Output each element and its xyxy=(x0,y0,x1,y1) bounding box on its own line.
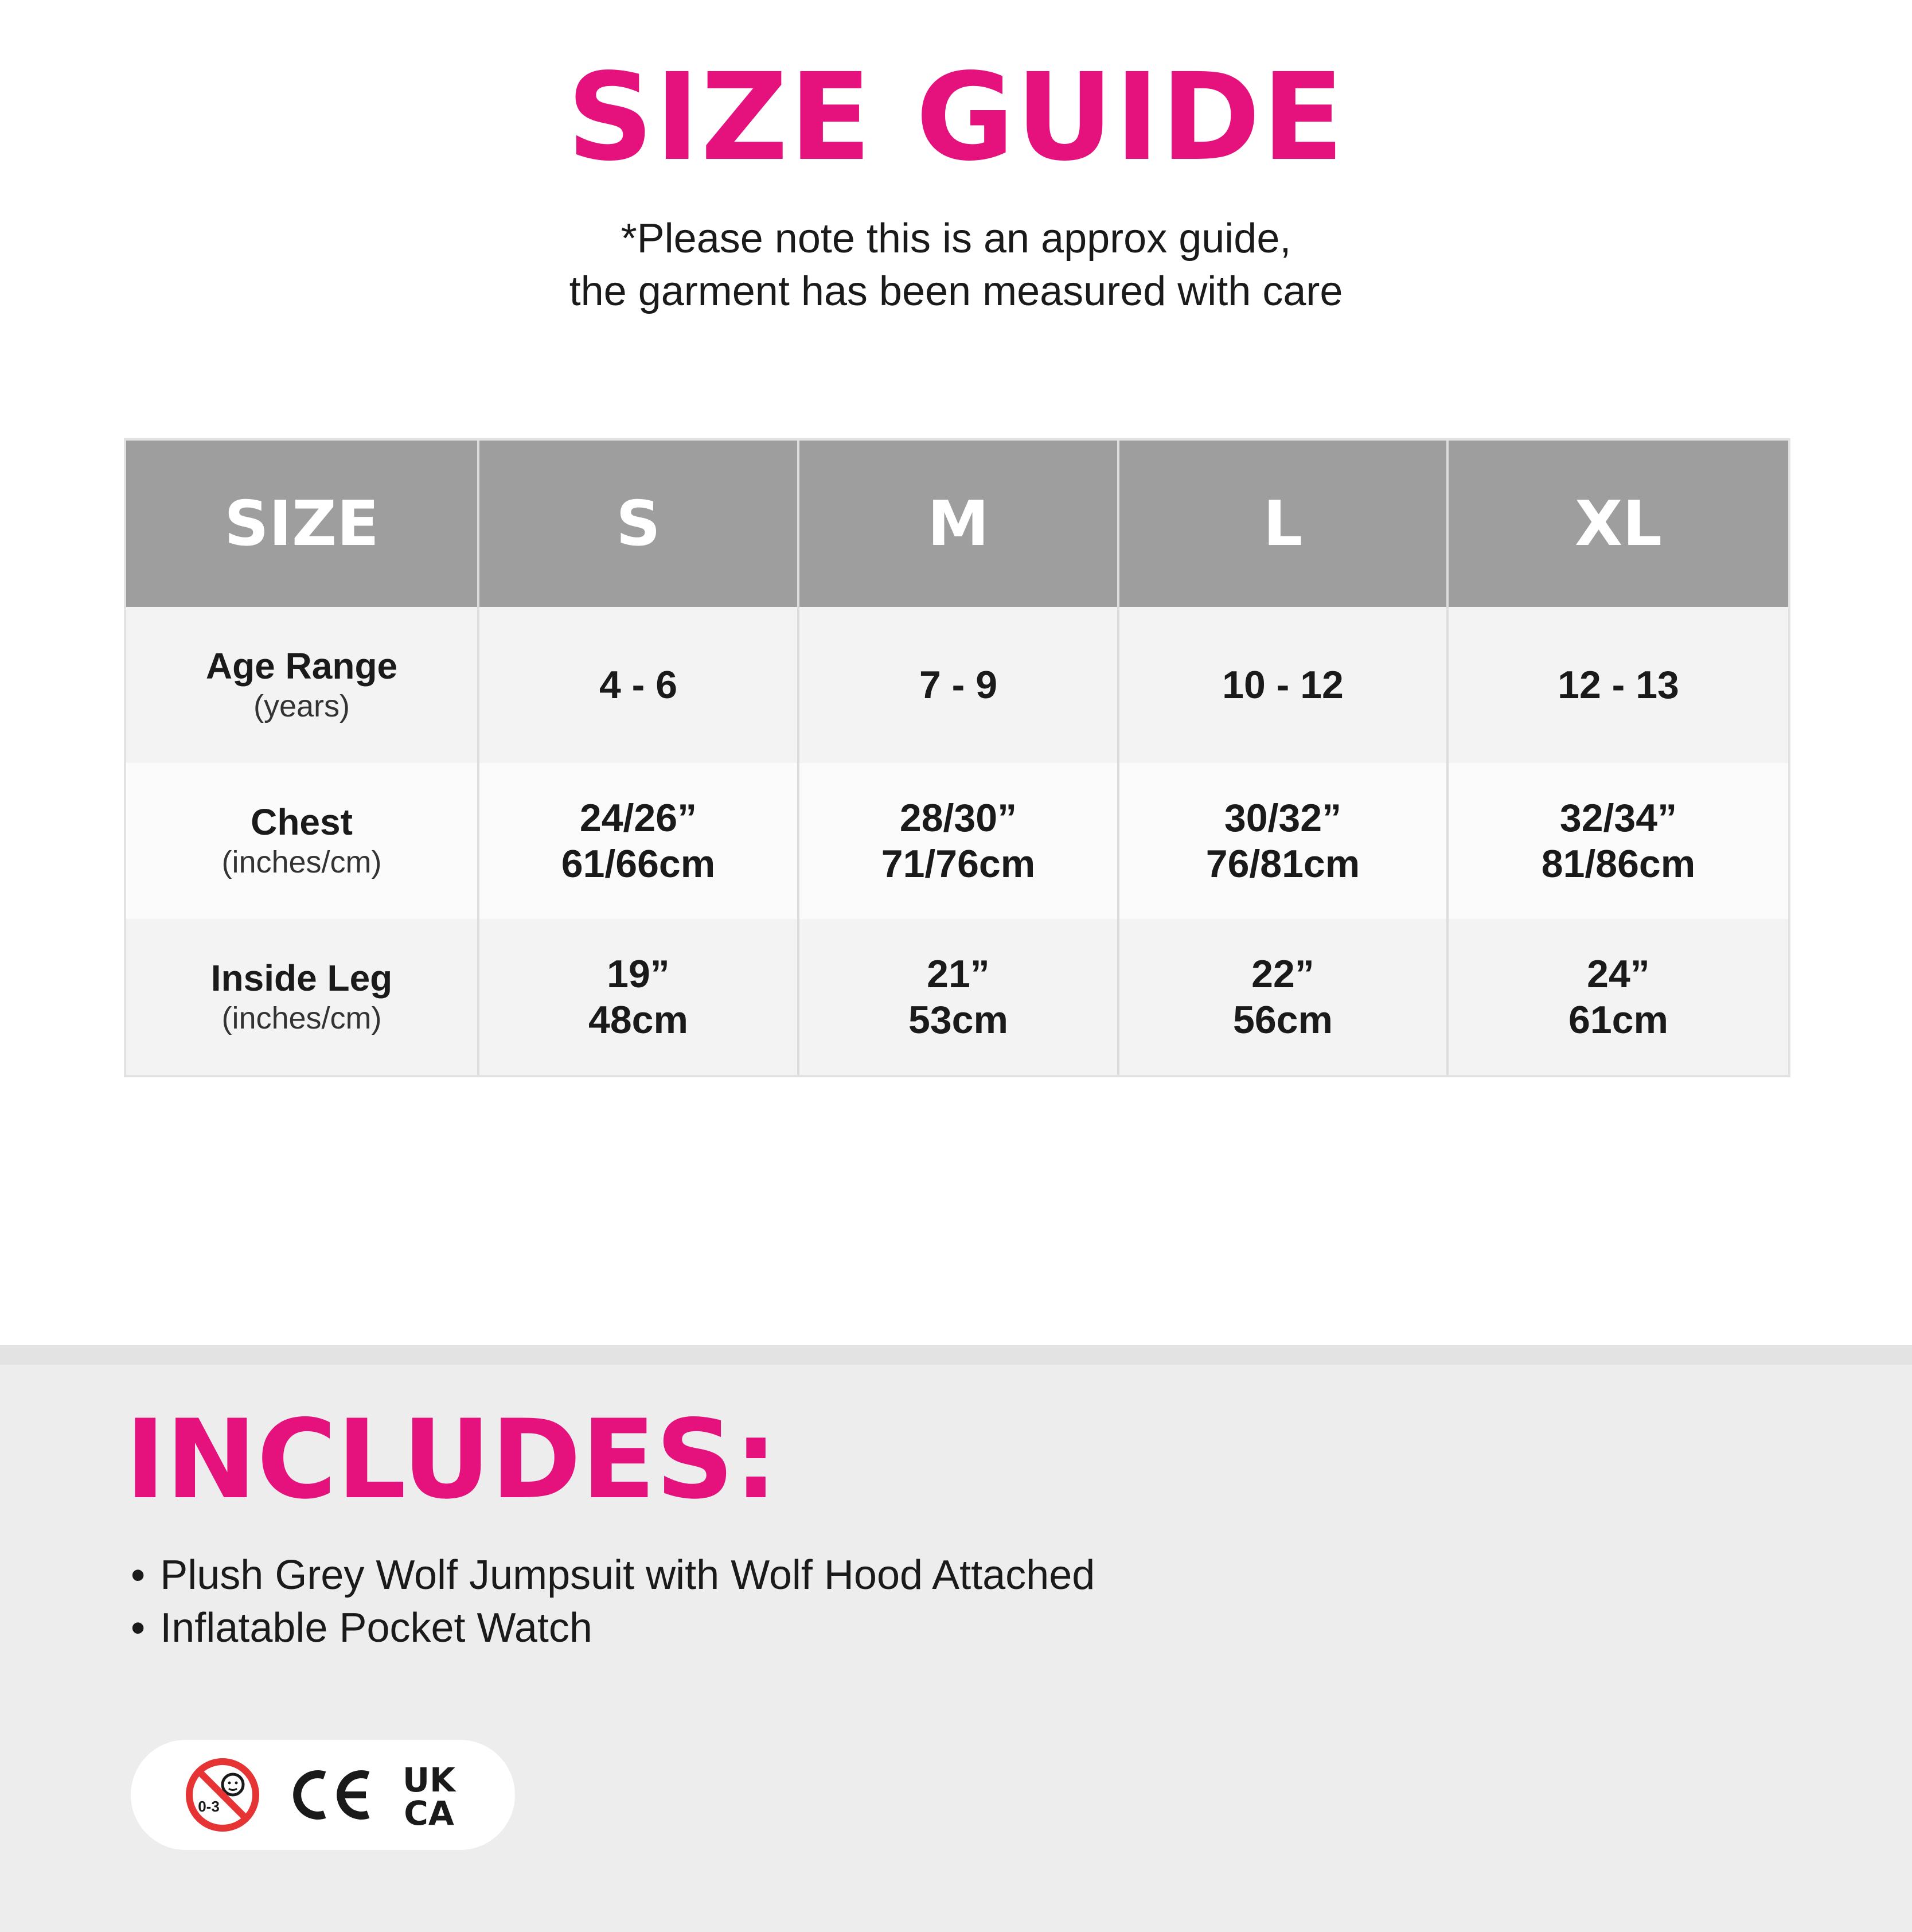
header-s: S xyxy=(478,441,798,607)
size-guide-note xyxy=(0,212,1912,318)
ukca-mark-icon xyxy=(393,1762,466,1828)
row-label-unit: (inches/cm) xyxy=(221,1001,382,1035)
table-cell xyxy=(1447,607,1788,763)
row-label xyxy=(126,919,478,1075)
includes-title: INCLUDES: xyxy=(125,1396,778,1523)
header-size: SIZE xyxy=(126,441,478,607)
table-cell xyxy=(1118,607,1447,763)
cell-value: 7 - 9 xyxy=(919,663,998,707)
size-table-header xyxy=(126,441,1788,607)
cell-value: 4 - 6 xyxy=(599,663,678,707)
note-line-1: *Please note this is an approx guide, xyxy=(621,216,1291,262)
table-row xyxy=(126,607,1788,763)
list-item: • Plush Grey Wolf Jumpsuit with Wolf Hood Attached xyxy=(131,1549,1095,1602)
cell-inches: 30/32” xyxy=(1224,796,1342,840)
table-cell xyxy=(1118,763,1447,919)
cell-inches: 24/26” xyxy=(579,796,697,840)
cell-cm: 61cm xyxy=(1568,998,1668,1042)
ukca-text-top: UK xyxy=(402,1762,456,1799)
cell-inches: 32/34” xyxy=(1559,796,1677,840)
row-label-main: Inside Leg xyxy=(210,957,393,999)
list-item: • Inflatable Pocket Watch xyxy=(131,1602,1095,1654)
cell-value: 12 - 13 xyxy=(1558,663,1679,707)
row-label xyxy=(126,607,478,763)
ukca-text-bottom: CA xyxy=(404,1794,454,1828)
table-cell xyxy=(478,607,798,763)
row-label-unit: (inches/cm) xyxy=(221,845,382,879)
cell-inches: 22” xyxy=(1251,952,1314,996)
cell-cm: 76/81cm xyxy=(1205,842,1360,886)
ce-mark-icon xyxy=(289,1767,375,1822)
cell-inches: 21” xyxy=(927,952,990,996)
table-cell xyxy=(1118,919,1447,1075)
cell-cm: 53cm xyxy=(908,998,1008,1042)
row-label xyxy=(126,763,478,919)
cell-cm: 81/86cm xyxy=(1541,842,1696,886)
row-label-unit: (years) xyxy=(253,689,350,723)
table-cell xyxy=(798,763,1118,919)
table-cell xyxy=(798,919,1118,1075)
table-row xyxy=(126,919,1788,1075)
cell-cm: 71/76cm xyxy=(881,842,1036,886)
no-under-3-icon xyxy=(184,1756,262,1834)
cell-cm: 56cm xyxy=(1233,998,1333,1042)
includes-list xyxy=(131,1549,1095,1654)
header-m: M xyxy=(798,441,1118,607)
table-cell xyxy=(478,763,798,919)
note-line-2: the garment has been measured with care xyxy=(569,268,1343,314)
table-cell xyxy=(798,607,1118,763)
cell-value: 10 - 12 xyxy=(1222,663,1344,707)
header-l: L xyxy=(1118,441,1447,607)
table-cell xyxy=(1447,763,1788,919)
cell-cm: 61/66cm xyxy=(561,842,716,886)
cell-inches: 28/30” xyxy=(899,796,1017,840)
header-xl: XL xyxy=(1447,441,1788,607)
size-table xyxy=(126,441,1788,1075)
row-label-main: Age Range xyxy=(205,645,398,687)
safety-marks-badge xyxy=(131,1740,515,1850)
table-row xyxy=(126,763,1788,919)
table-cell xyxy=(478,919,798,1075)
cell-inches: 19” xyxy=(607,952,670,996)
age-warning-text: 0-3 xyxy=(198,1798,220,1815)
size-guide-title: SIZE GUIDE xyxy=(567,47,1345,188)
cell-inches: 24” xyxy=(1587,952,1650,996)
cell-cm: 48cm xyxy=(588,998,688,1042)
table-cell xyxy=(1447,919,1788,1075)
row-label-main: Chest xyxy=(251,801,353,843)
